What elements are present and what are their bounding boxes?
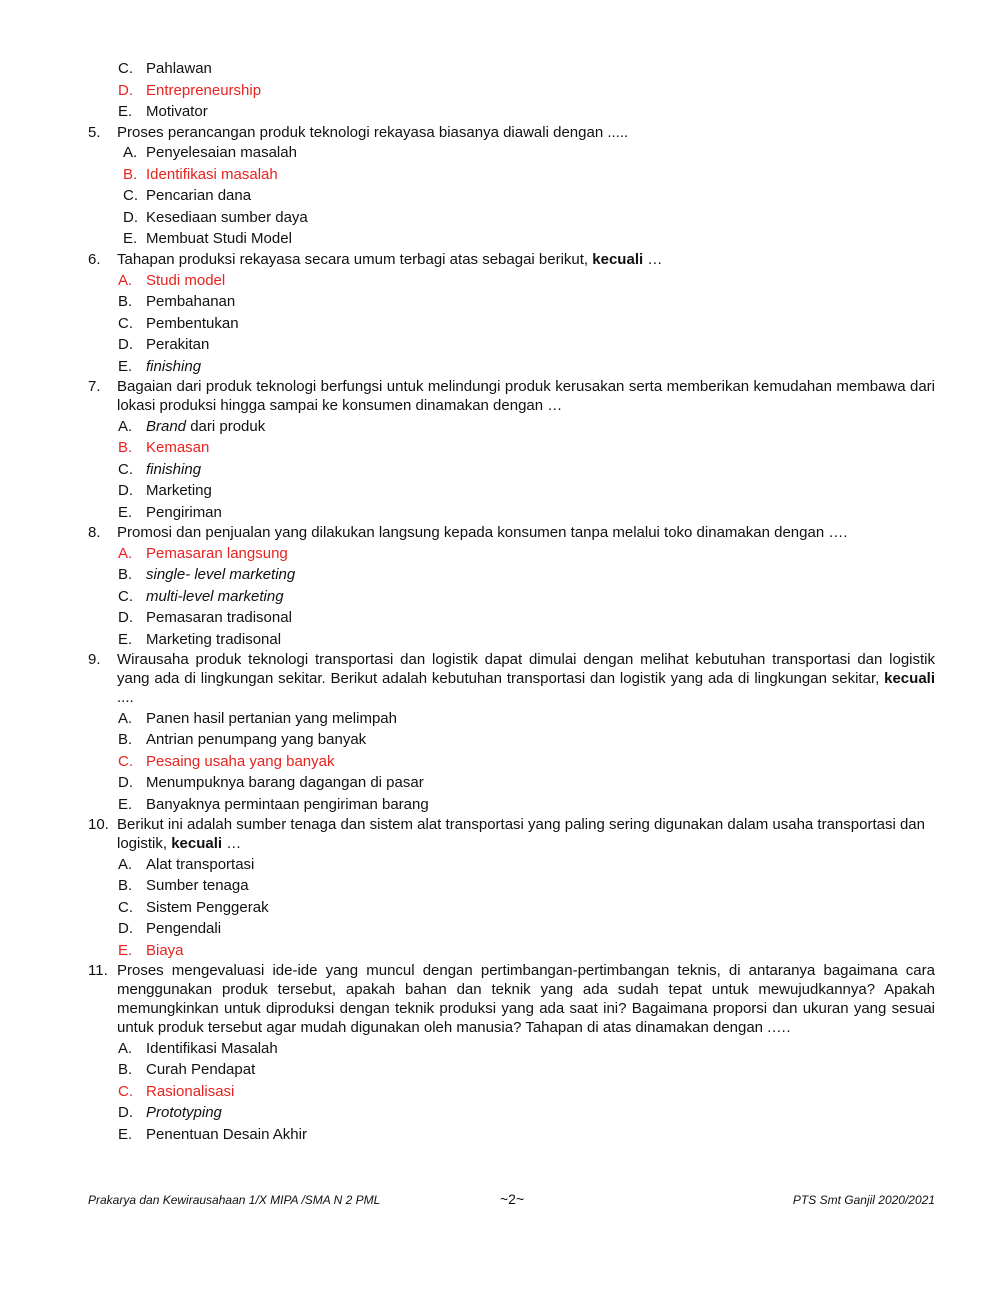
option-italic-text: finishing: [146, 460, 202, 478]
option-text: [146, 875, 249, 897]
option-letter: B.: [118, 566, 133, 584]
question-text-main: Wirausaha produk teknologi transportasi dan logistik dapat dimulai dengan melihat kebutuhan transportasi dan logistik yang ada di lingkungan sekitar. Berikut adalah kebutuhan transportasi dan logistik yang ada di lingkungan sekitar,: [117, 651, 935, 688]
answer-option-correct: [88, 437, 935, 459]
option-text: [146, 291, 235, 313]
option-letter: C.: [123, 187, 138, 205]
option-plain-text: Pengendali: [146, 920, 222, 938]
answer-option: [88, 708, 935, 730]
question-text-main: Proses perancangan produk teknologi rekayasa biasanya diawali dengan .....: [117, 123, 629, 141]
option-letter: D.: [118, 336, 133, 354]
option-letter: E.: [118, 103, 133, 120]
option-text: [146, 751, 334, 773]
option-plain-text: Menumpuknya barang dagangan di pasar: [146, 774, 424, 792]
option-letter: E.: [118, 503, 133, 521]
option-letter: C.: [118, 898, 133, 916]
answer-option-correct: [88, 80, 935, 102]
option-letter: A.: [123, 144, 138, 162]
option-plain-text: Studi model: [146, 271, 226, 289]
question-text-tail: …: [222, 835, 242, 853]
option-text: [146, 607, 292, 629]
option-plain-text: Banyaknya permintaan pengiriman barang: [146, 795, 429, 813]
answer-option: [88, 207, 935, 229]
option-plain-text: Marketing tradisonal: [146, 630, 282, 648]
option-letter: B.: [118, 293, 133, 311]
option-text: [146, 586, 284, 608]
question-block: [88, 251, 935, 377]
option-text: [146, 185, 251, 207]
option-letter: A.: [118, 1039, 133, 1057]
answer-option-correct: [88, 1081, 935, 1103]
option-text: [146, 629, 281, 651]
answer-option: [88, 356, 935, 378]
option-plain-text: Panen hasil pertanian yang melimpah: [146, 709, 397, 727]
option-plain-text: Kemasan: [146, 439, 210, 457]
answer-option: [88, 459, 935, 481]
question-text: [117, 962, 935, 1037]
question-keyword: kecuali: [884, 670, 935, 688]
option-text: [146, 772, 424, 794]
option-text: [146, 1038, 278, 1060]
option-letter: E.: [118, 795, 133, 813]
answer-option: [88, 142, 935, 164]
option-text: [146, 101, 208, 123]
option-plain-text: Penentuan Desain Akhir: [146, 1125, 307, 1143]
option-plain-text: Alat transportasi: [146, 855, 255, 873]
question-text-tail: ....: [117, 689, 134, 707]
answer-option-correct: [88, 751, 935, 773]
option-text: [146, 58, 212, 80]
option-letter: B.: [118, 731, 133, 749]
question-block: [88, 124, 935, 250]
question-keyword: kecuali: [171, 835, 223, 853]
option-letter: C.: [118, 60, 133, 77]
question-text-tail: …: [643, 250, 663, 268]
option-text: [146, 416, 265, 438]
option-text: [146, 794, 429, 816]
option-text: [146, 854, 254, 876]
option-letter: D.: [118, 609, 133, 627]
question-number: 10.: [88, 816, 109, 834]
option-letter: A.: [118, 544, 133, 562]
question-stem: [88, 962, 935, 1037]
option-letter: C.: [118, 1082, 133, 1100]
option-letter: E.: [118, 357, 133, 375]
option-text: [146, 313, 239, 335]
option-plain-text: Membuat Studi Model: [146, 230, 292, 248]
option-plain-text: Curah Pendapat: [146, 1061, 256, 1079]
option-plain-text: Kesediaan sumber daya: [146, 208, 308, 226]
option-plain-text: Sistem Penggerak: [146, 898, 269, 916]
option-text: [146, 459, 201, 481]
option-plain-text: Pembentukan: [146, 314, 239, 332]
option-letter: E.: [123, 230, 138, 248]
option-text: [146, 356, 201, 378]
question-number: 7.: [88, 378, 101, 396]
question-text-main: Proses mengevaluasi ide-ide yang muncul dengan pertimbangan-pertimbangan teknis, di antaranya bagaimana cara menggunakan produk tersebut, apakah bahan dan teknik yang ada sudah tepat untuk mewujudkannya? Apakah memungkinkan untuk diproduksi dengan teknik produksi yang ada saat ini? Bagaimana proporsi dan ukuran yang sesuai untuk produk tersebut agar mudah digunakan oleh manusia? Tahapan di atas dinamakan dengan .….: [117, 962, 935, 1036]
option-text: [146, 142, 297, 164]
option-italic-text: Brand: [146, 417, 187, 435]
option-letter: C.: [118, 314, 133, 332]
question-stem: [88, 251, 935, 270]
option-letter: D.: [118, 774, 133, 792]
answer-option: [88, 291, 935, 313]
option-letter: E.: [118, 1125, 133, 1143]
option-plain-text: Pengiriman: [146, 503, 222, 521]
answer-option: [88, 854, 935, 876]
option-text: [146, 564, 295, 586]
option-letter: B.: [118, 1061, 133, 1079]
option-text: [146, 228, 292, 250]
option-letter: C.: [118, 460, 133, 478]
option-plain-text: dari produk: [186, 417, 266, 435]
answer-option: [88, 564, 935, 586]
answer-option: [88, 101, 935, 123]
answer-option: [88, 1102, 935, 1124]
option-plain-text: Marketing: [146, 482, 212, 500]
option-plain-text: Antrian penumpang yang banyak: [146, 731, 367, 749]
option-text: [146, 940, 184, 962]
option-letter: D.: [118, 1104, 133, 1122]
option-text: [146, 1059, 255, 1081]
option-text: [146, 918, 221, 940]
answer-option: [88, 502, 935, 524]
option-italic-text: multi-level marketing: [146, 587, 284, 605]
option-plain-text: Pembahanan: [146, 293, 236, 311]
option-letter: B.: [118, 877, 133, 895]
exam-page-content: [88, 57, 935, 1145]
answer-option: [88, 794, 935, 816]
page-number: ~2~: [500, 1191, 525, 1207]
option-text: [146, 270, 225, 292]
answer-option: [88, 607, 935, 629]
answer-option: [88, 1038, 935, 1060]
answer-option: [88, 1059, 935, 1081]
option-plain-text: Biaya: [146, 941, 184, 959]
option-letter: B.: [123, 165, 138, 183]
answer-option-correct: [88, 270, 935, 292]
option-text: [146, 80, 261, 102]
option-letter: B.: [118, 439, 133, 457]
option-letter: A.: [118, 417, 133, 435]
option-italic-text: Prototyping: [146, 1104, 222, 1122]
option-plain-text: Pesaing usaha yang banyak: [146, 752, 335, 770]
option-text: [146, 1102, 222, 1124]
option-italic-text: finishing: [146, 357, 202, 375]
option-text: [146, 543, 288, 565]
question-text: [117, 816, 935, 854]
answer-option-correct: [88, 164, 935, 186]
answer-option: [88, 228, 935, 250]
answer-option: [88, 729, 935, 751]
question-number: 6.: [88, 250, 101, 268]
option-text: [146, 1081, 234, 1103]
answer-option: [88, 416, 935, 438]
option-letter: E.: [118, 630, 133, 648]
answer-option: [88, 875, 935, 897]
option-letter: C.: [118, 587, 133, 605]
question-text-main: Tahapan produksi rekayasa secara umum terbagi atas sebagai berikut,: [117, 250, 593, 268]
question-stem: [88, 524, 935, 543]
option-text: [146, 164, 278, 186]
answer-option: [88, 313, 935, 335]
option-italic-text: single- level marketing: [146, 566, 296, 584]
option-letter: D.: [118, 482, 133, 500]
option-plain-text: Pencarian dana: [146, 187, 252, 205]
option-text: [146, 334, 209, 356]
option-text: [146, 729, 366, 751]
answer-option: [88, 918, 935, 940]
question-text: [117, 124, 935, 143]
option-plain-text: Entrepreneurship: [146, 81, 262, 99]
option-letter: A.: [118, 709, 133, 727]
answer-option: [88, 586, 935, 608]
option-plain-text: Pemasaran langsung: [146, 544, 288, 562]
question-number: 9.: [88, 651, 101, 669]
question-block: [88, 962, 935, 1145]
option-letter: A.: [118, 271, 133, 289]
question-number: 11.: [88, 962, 108, 980]
answer-option: [88, 1124, 935, 1146]
question-text-main: Bagaian dari produk teknologi berfungsi untuk melindungi produk kerusakan serta memberikan kemudahan membawa dari lokasi produksi hingga sampai ke konsumen dinamakan dengan …: [117, 378, 935, 414]
question-block: [88, 524, 935, 650]
option-letter: E.: [118, 941, 133, 959]
option-letter: D.: [118, 920, 133, 938]
question-text: [117, 378, 935, 416]
question-stem: [88, 651, 935, 707]
option-letter: C.: [118, 752, 133, 770]
option-text: [146, 897, 269, 919]
answer-option: [88, 480, 935, 502]
question-4-continuation: [88, 58, 935, 123]
answer-option: [88, 185, 935, 207]
question-text: [117, 524, 935, 543]
question-keyword: kecuali: [592, 250, 644, 268]
option-text: [146, 1124, 307, 1146]
option-plain-text: Identifikasi masalah: [146, 165, 278, 183]
option-text: [146, 437, 209, 459]
option-text: [146, 708, 397, 730]
answer-option-correct: [88, 543, 935, 565]
question-text: [117, 251, 935, 270]
question-number: 8.: [88, 524, 101, 542]
page-footer: [88, 1193, 935, 1211]
question-block: [88, 378, 935, 523]
question-number: 5.: [88, 123, 101, 141]
option-plain-text: Perakitan: [146, 336, 210, 354]
option-plain-text: Motivator: [146, 103, 208, 120]
option-plain-text: Identifikasi Masalah: [146, 1039, 278, 1057]
question-block: [88, 816, 935, 961]
option-text: [146, 207, 308, 229]
option-letter: D.: [123, 208, 138, 226]
answer-option: [88, 58, 935, 80]
question-text: [117, 651, 935, 707]
option-plain-text: Pahlawan: [146, 60, 212, 77]
footer-subject: Prakarya dan Kewirausahaan 1/X MIPA /SMA N 2 PML: [88, 1193, 381, 1207]
answer-option-correct: [88, 940, 935, 962]
answer-option: [88, 772, 935, 794]
question-block: [88, 651, 935, 815]
question-stem: [88, 124, 935, 143]
answer-option: [88, 334, 935, 356]
option-plain-text: Penyelesaian masalah: [146, 144, 297, 162]
question-stem: [88, 816, 935, 854]
option-letter: D.: [118, 81, 133, 99]
option-plain-text: Pemasaran tradisonal: [146, 609, 292, 627]
option-text: [146, 502, 222, 524]
answer-option: [88, 897, 935, 919]
option-letter: A.: [118, 855, 133, 873]
answer-option: [88, 629, 935, 651]
footer-exam-term: PTS Smt Ganjil 2020/2021: [792, 1193, 935, 1207]
question-stem: [88, 378, 935, 416]
question-text-main: Promosi dan penjualan yang dilakukan langsung kepada konsumen tanpa melalui toko dinamakan dengan ….: [117, 524, 848, 542]
question-text-main: Berikut ini adalah sumber tenaga dan sistem alat transportasi yang paling sering digunakan dalam usaha transportasi dan logistik,: [117, 816, 925, 853]
option-text: [146, 480, 212, 502]
option-plain-text: Rasionalisasi: [146, 1082, 235, 1100]
option-plain-text: Sumber tenaga: [146, 877, 249, 895]
